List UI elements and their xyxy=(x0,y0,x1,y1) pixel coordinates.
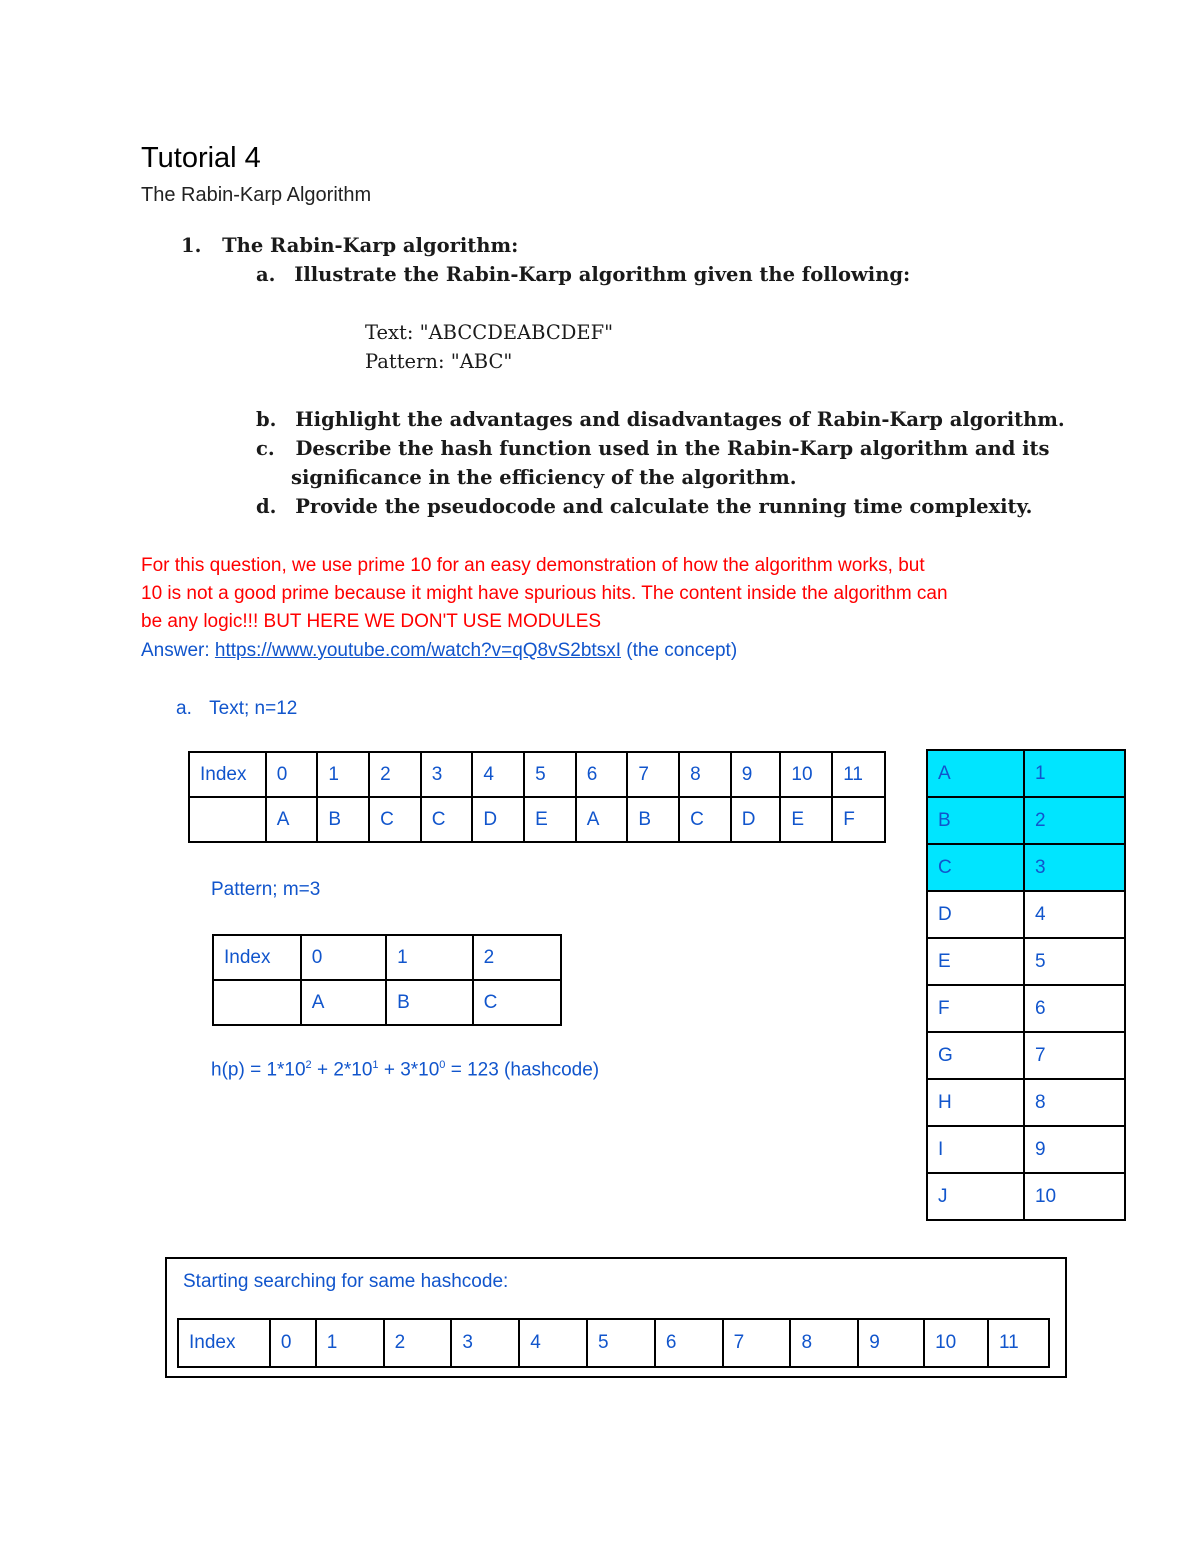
value-cell: 3 xyxy=(1024,844,1125,891)
text-char-cell: D xyxy=(472,797,524,842)
letter-map-row xyxy=(927,797,1125,844)
value-cell: 9 xyxy=(1024,1126,1125,1173)
page-title: Tutorial 4 xyxy=(141,142,261,174)
qb-label: b. xyxy=(256,408,277,431)
search-section xyxy=(165,1257,1067,1378)
letter-cell: E xyxy=(927,938,1024,985)
qc-text-1: Describe the hash function used in the Rabin-Karp algorithm and its xyxy=(295,437,1050,460)
hash-formula xyxy=(211,1059,599,1081)
pattern-char-cell: B xyxy=(386,980,472,1025)
text-char-cell: C xyxy=(421,797,473,842)
letter-cell: G xyxy=(927,1032,1024,1079)
letter-map-row xyxy=(927,985,1125,1032)
letter-cell: D xyxy=(927,891,1024,938)
search-index-cell: 6 xyxy=(655,1319,723,1367)
text-table-char-row xyxy=(189,797,885,842)
qa-label: a. xyxy=(256,263,276,286)
text-char-cell: E xyxy=(780,797,832,842)
letter-map-row xyxy=(927,750,1125,797)
pattern-char-cell: C xyxy=(473,980,561,1025)
letter-map-row xyxy=(927,1173,1125,1220)
qc-text-2: significance in the efficiency of the algorithm. xyxy=(291,466,797,489)
question-1 xyxy=(181,234,518,257)
text-char-cell: D xyxy=(731,797,781,842)
text-index-cell: 11 xyxy=(832,752,885,797)
text-char-cell: C xyxy=(679,797,731,842)
text-index-cell: 10 xyxy=(780,752,832,797)
part-a-label: a. xyxy=(176,698,192,719)
pattern-table-index-label: Index xyxy=(213,935,301,980)
note-line-1: For this question, we use prime 10 for an easy demonstration of how the algorithm works, but xyxy=(141,555,925,576)
value-cell: 2 xyxy=(1024,797,1125,844)
letter-map-row xyxy=(927,1126,1125,1173)
hash-part: + 3*10 xyxy=(378,1059,440,1081)
letter-cell: I xyxy=(927,1126,1024,1173)
pattern-label: Pattern; m=3 xyxy=(211,879,321,900)
text-table-index-label: Index xyxy=(189,752,266,797)
text-table-empty-cell xyxy=(189,797,266,842)
letter-cell: A xyxy=(927,750,1024,797)
search-index-cell: 4 xyxy=(519,1319,587,1367)
text-char-cell: B xyxy=(317,797,369,842)
pattern-char-cell: A xyxy=(301,980,386,1025)
text-char-cell: E xyxy=(524,797,576,842)
question-1a xyxy=(256,263,910,286)
text-table-index-row xyxy=(189,752,885,797)
answer-line xyxy=(141,640,737,662)
note-line-2: 10 is not a good prime because it might have spurious hits. The content inside the algorithm can xyxy=(141,583,948,604)
text-char-cell: C xyxy=(369,797,421,842)
letter-map-row xyxy=(927,1032,1125,1079)
search-index-cell: 11 xyxy=(988,1319,1049,1367)
text-char-cell: F xyxy=(832,797,885,842)
text-index-cell: 8 xyxy=(679,752,731,797)
search-table xyxy=(177,1318,1050,1368)
letter-map-table xyxy=(926,749,1126,1221)
pattern-table-index-row xyxy=(213,935,561,980)
search-index-cell: 0 xyxy=(270,1319,316,1367)
value-cell: 7 xyxy=(1024,1032,1125,1079)
pattern-index-cell: 1 xyxy=(386,935,472,980)
text-line: Text: "ABCCDEABCDEF" xyxy=(365,321,614,344)
text-table xyxy=(188,751,886,843)
pattern-table-char-row xyxy=(213,980,561,1025)
qd-text: Provide the pseudocode and calculate the running time complexity. xyxy=(295,495,1033,518)
value-cell: 1 xyxy=(1024,750,1125,797)
pattern-index-cell: 0 xyxy=(301,935,386,980)
search-index-cell: 5 xyxy=(587,1319,655,1367)
search-index-label: Index xyxy=(178,1319,270,1367)
value-cell: 6 xyxy=(1024,985,1125,1032)
text-index-cell: 7 xyxy=(627,752,679,797)
hash-part: h(p) = 1*10 xyxy=(211,1059,306,1081)
text-index-cell: 4 xyxy=(472,752,524,797)
search-table-index-row xyxy=(178,1319,1049,1367)
part-a-text: Text; n=12 xyxy=(209,698,298,719)
qb-text: Highlight the advantages and disadvantages of Rabin-Karp algorithm. xyxy=(295,408,1065,431)
letter-map-row xyxy=(927,1079,1125,1126)
pattern-table xyxy=(212,934,562,1026)
search-title: Starting searching for same hashcode: xyxy=(183,1271,509,1292)
text-index-cell: 5 xyxy=(524,752,576,797)
q1-number: 1. xyxy=(181,234,202,257)
qc-label: c. xyxy=(256,437,275,460)
search-index-cell: 9 xyxy=(858,1319,924,1367)
letter-cell: C xyxy=(927,844,1024,891)
search-index-cell: 2 xyxy=(384,1319,452,1367)
letter-cell: B xyxy=(927,797,1024,844)
text-index-cell: 0 xyxy=(266,752,318,797)
letter-cell: F xyxy=(927,985,1024,1032)
hash-exponent: 2 xyxy=(305,1059,312,1071)
text-index-cell: 1 xyxy=(317,752,369,797)
search-index-cell: 8 xyxy=(790,1319,858,1367)
question-1b xyxy=(256,408,1065,431)
note-line-3: be any logic!!! BUT HERE WE DON'T USE MODULES xyxy=(141,611,602,632)
letter-map-row xyxy=(927,891,1125,938)
value-cell: 5 xyxy=(1024,938,1125,985)
hash-exponent: 1 xyxy=(372,1059,379,1071)
qa-text: Illustrate the Rabin-Karp algorithm given the following: xyxy=(294,263,911,286)
question-1d xyxy=(256,495,1032,518)
answer-suffix: (the concept) xyxy=(620,640,738,661)
text-char-cell: B xyxy=(627,797,679,842)
question-1c xyxy=(256,437,1050,460)
pattern-index-cell: 2 xyxy=(473,935,561,980)
text-index-cell: 9 xyxy=(731,752,781,797)
pattern-line: Pattern: "ABC" xyxy=(365,350,513,373)
letter-map-row xyxy=(927,844,1125,891)
answer-label: Answer: xyxy=(141,640,215,661)
part-a-heading xyxy=(176,698,297,720)
letter-cell: H xyxy=(927,1079,1024,1126)
qd-label: d. xyxy=(256,495,277,518)
hash-part: + 2*10 xyxy=(311,1059,373,1081)
value-cell: 8 xyxy=(1024,1079,1125,1126)
value-cell: 4 xyxy=(1024,891,1125,938)
letter-map-row xyxy=(927,938,1125,985)
text-index-cell: 6 xyxy=(576,752,628,797)
hash-part: = 123 (hashcode) xyxy=(445,1059,600,1081)
search-index-cell: 10 xyxy=(924,1319,988,1367)
pattern-table-empty-cell xyxy=(213,980,301,1025)
text-index-cell: 3 xyxy=(421,752,473,797)
q1-text: The Rabin-Karp algorithm: xyxy=(222,234,519,257)
text-char-cell: A xyxy=(576,797,628,842)
search-index-cell: 7 xyxy=(723,1319,791,1367)
search-index-cell: 3 xyxy=(451,1319,519,1367)
page-subtitle: The Rabin-Karp Algorithm xyxy=(141,184,372,206)
answer-link[interactable]: https://www.youtube.com/watch?v=qQ8vS2btsxI xyxy=(214,640,621,661)
value-cell: 10 xyxy=(1024,1173,1125,1220)
text-index-cell: 2 xyxy=(369,752,421,797)
letter-cell: J xyxy=(927,1173,1024,1220)
hash-exponent: 0 xyxy=(439,1059,446,1071)
text-char-cell: A xyxy=(266,797,318,842)
search-index-cell: 1 xyxy=(316,1319,384,1367)
